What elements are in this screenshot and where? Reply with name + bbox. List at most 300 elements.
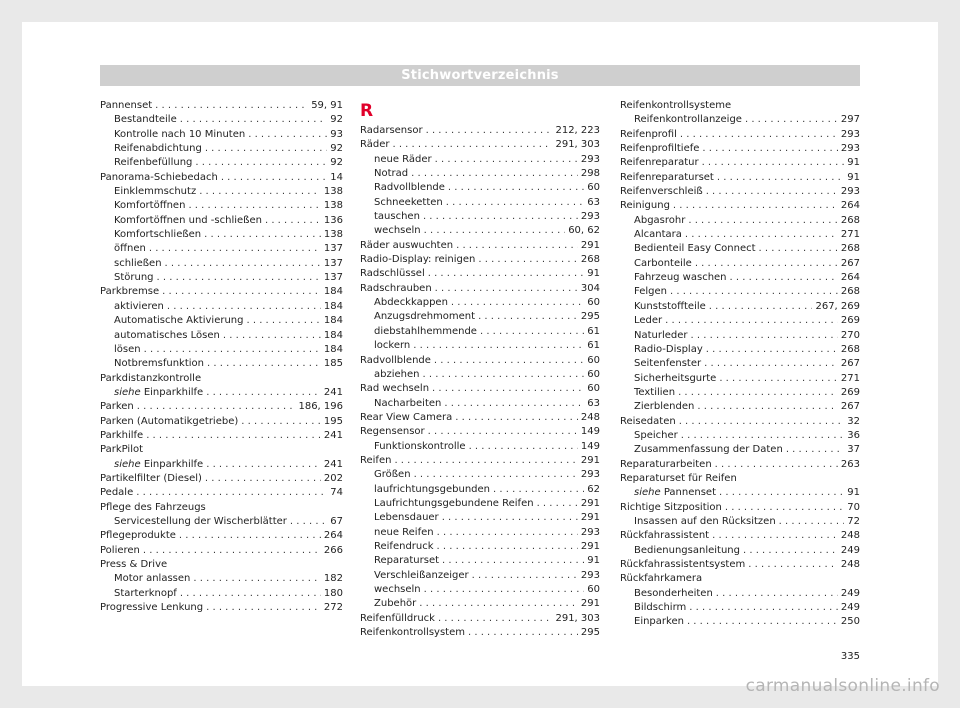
page-reference: 249 — [840, 602, 860, 614]
dot-leader — [162, 285, 321, 299]
index-entry — [620, 357, 860, 371]
index-entry — [620, 214, 860, 228]
index-entry — [360, 253, 600, 267]
index-entry — [620, 529, 860, 543]
page-reference: 295 — [580, 627, 600, 639]
index-term: Reifenverschleiß — [620, 186, 703, 198]
index-entry — [620, 199, 860, 213]
index-term: Einparken — [634, 616, 684, 628]
index-entry — [620, 314, 860, 328]
index-entry — [100, 271, 343, 285]
index-entry — [100, 558, 343, 572]
index-entry — [100, 472, 343, 486]
index-entry — [360, 526, 600, 540]
dot-leader — [715, 458, 838, 472]
index-term: Parken (Automatikgetriebe) — [100, 415, 239, 427]
index-term: Reisedaten — [620, 415, 676, 427]
page-reference: 293 — [580, 211, 600, 223]
index-term: Bestandteile — [114, 114, 177, 126]
dot-leader — [241, 415, 321, 429]
index-entry — [360, 569, 600, 583]
page-reference: 267, 269 — [815, 300, 860, 312]
dot-leader — [480, 325, 584, 339]
index-entry — [100, 171, 343, 185]
page-reference: 248 — [840, 530, 860, 542]
dot-leader — [180, 113, 328, 127]
page-reference: 241 — [323, 386, 343, 398]
index-entry — [100, 214, 343, 228]
index-entry — [360, 368, 600, 382]
index-entry — [620, 113, 860, 127]
index-term: Leder — [634, 315, 663, 327]
index-term: Motor anlassen — [114, 573, 191, 585]
dot-leader — [422, 368, 584, 382]
index-term: Anzugsdrehmoment — [374, 311, 476, 323]
page-reference: 92 — [330, 114, 343, 126]
page-reference: 60 — [587, 182, 600, 194]
index-entry — [100, 415, 343, 429]
index-term: Radio-Display — [634, 343, 703, 355]
dot-leader — [678, 386, 838, 400]
index-entry — [100, 156, 343, 170]
dot-leader — [472, 569, 578, 583]
dot-leader — [193, 572, 321, 586]
dot-leader — [670, 285, 838, 299]
dot-leader — [205, 142, 327, 156]
dot-leader — [478, 310, 578, 324]
page-reference: 67 — [330, 515, 343, 527]
dot-leader — [167, 300, 321, 314]
index-entry — [360, 382, 600, 396]
dot-leader — [444, 397, 584, 411]
index-entry — [360, 626, 600, 640]
page-reference: 184 — [323, 300, 343, 312]
index-entry — [100, 329, 343, 343]
index-entry — [620, 458, 860, 472]
page-reference: 269 — [840, 315, 860, 327]
dot-leader — [448, 181, 584, 195]
page-reference: 185 — [323, 358, 343, 370]
index-entry — [360, 612, 600, 626]
index-entry — [100, 242, 343, 256]
index-entry — [360, 282, 600, 296]
index-term: ParkPilot — [100, 444, 144, 456]
index-term: Bedienteil Easy Connect — [634, 243, 756, 255]
page-reference: 241 — [323, 429, 343, 441]
index-entry — [620, 257, 860, 271]
dot-leader — [730, 271, 838, 285]
index-term: Press & Drive — [100, 559, 168, 570]
index-term: Servicestellung der Wischerblätter — [114, 515, 287, 527]
index-term: Sicherheitsgurte — [634, 372, 717, 384]
page-reference: 60 — [587, 368, 600, 380]
index-term: Notrad — [374, 168, 409, 180]
page-reference: 91 — [847, 171, 860, 183]
index-entry — [620, 486, 860, 500]
index-term: Reifenprofiltiefe — [620, 143, 700, 155]
index-term: Abdeckkappen — [374, 297, 448, 309]
index-entry — [620, 228, 860, 242]
see-reference: siehe — [114, 458, 141, 470]
page-reference: 264 — [840, 272, 860, 284]
section-title: Stichwortverzeichnis — [401, 68, 559, 83]
see-reference: siehe — [634, 487, 661, 499]
dot-leader — [706, 343, 838, 357]
page-reference: 72 — [847, 515, 860, 527]
index-term: Radvollblende — [360, 354, 431, 366]
dot-leader — [437, 526, 578, 540]
index-entry — [620, 515, 860, 529]
page-reference: 291 — [580, 454, 600, 466]
index-entry — [620, 128, 860, 142]
index-entry — [360, 411, 600, 425]
index-term: Textilien — [634, 386, 676, 398]
dot-leader — [451, 296, 584, 310]
index-term: Schneeketten — [374, 196, 443, 208]
page-reference: 91 — [587, 555, 600, 567]
page-reference: 297 — [840, 114, 860, 126]
index-entry — [620, 429, 860, 443]
index-term: Alcantara — [634, 229, 682, 241]
dot-leader — [144, 343, 321, 357]
index-entry — [360, 153, 600, 167]
dot-leader — [149, 242, 321, 256]
index-entry — [620, 415, 860, 429]
index-term: Rückfahrassistent — [620, 530, 710, 542]
dot-leader — [157, 271, 321, 285]
index-term: Rückfahrassistentsystem — [620, 559, 746, 570]
dot-leader — [689, 601, 838, 615]
page-reference: 291, 303 — [555, 612, 600, 624]
index-term: automatisches Lösen — [114, 329, 220, 341]
index-entry — [360, 583, 600, 597]
dot-leader — [221, 171, 327, 185]
index-term: Komfortschließen — [114, 229, 202, 241]
page-reference: 32 — [847, 415, 860, 427]
index-entry — [100, 486, 343, 500]
dot-leader — [155, 99, 308, 113]
dot-leader — [456, 239, 578, 253]
index-term: Parkhilfe — [100, 429, 144, 441]
index-term: Zusammenfassung der Daten — [634, 444, 783, 456]
page-reference: 267 — [840, 257, 860, 269]
index-entry — [620, 99, 860, 113]
index-entry — [100, 343, 343, 357]
page-reference: 93 — [330, 128, 343, 140]
dot-leader — [779, 515, 845, 529]
index-entry — [620, 386, 860, 400]
index-term: Starterknopf — [114, 587, 177, 599]
dot-leader — [195, 156, 327, 170]
dot-leader — [432, 382, 584, 396]
page-reference: 74 — [330, 487, 343, 499]
index-entry — [620, 615, 860, 629]
index-term: Panorama-Schiebedach — [100, 171, 218, 183]
dot-leader — [223, 329, 321, 343]
index-term: Größen — [374, 469, 411, 481]
index-entry — [100, 572, 343, 586]
index-term: Nacharbeiten — [374, 397, 442, 409]
dot-leader — [394, 454, 577, 468]
dot-leader — [414, 468, 578, 482]
page-reference: 37 — [847, 444, 860, 456]
index-term: Reifenbefüllung — [114, 157, 193, 169]
index-entry — [620, 443, 860, 457]
index-entry — [360, 224, 600, 238]
dot-leader — [685, 228, 838, 242]
dot-leader — [180, 587, 321, 601]
page-reference: 249 — [840, 544, 860, 556]
index-entry — [360, 339, 600, 353]
page-reference: 137 — [323, 243, 343, 255]
dot-leader — [392, 138, 552, 152]
index-term: Kunststoffteile — [634, 300, 706, 312]
index-term: Regensensor — [360, 426, 425, 438]
index-entry — [360, 511, 600, 525]
dot-leader — [424, 224, 566, 238]
dot-leader — [442, 554, 584, 568]
page-reference: 149 — [580, 426, 600, 438]
dot-leader — [207, 357, 321, 371]
page-reference: 184 — [323, 343, 343, 355]
page-reference: 202 — [323, 472, 343, 484]
index-entry — [360, 468, 600, 482]
page-reference: 291 — [580, 598, 600, 610]
page-reference: 293 — [580, 569, 600, 581]
index-entry — [100, 515, 343, 529]
index-term: Reifenfülldruck — [360, 612, 435, 624]
index-term: Pflegeprodukte — [100, 530, 176, 542]
index-term: Pflege des Fahrzeugs — [100, 501, 206, 513]
page-reference: 248 — [840, 559, 860, 570]
page-reference: 264 — [323, 530, 343, 542]
index-entry — [620, 601, 860, 615]
index-term: Zubehör — [374, 598, 417, 610]
dot-leader — [759, 242, 838, 256]
page-reference: 268 — [580, 254, 600, 266]
index-term: Räder — [360, 139, 390, 151]
dot-leader — [716, 587, 838, 601]
index-term: Zierblenden — [634, 401, 695, 413]
index-term: siehe Einparkhilfe — [114, 458, 204, 470]
index-entry — [360, 397, 600, 411]
index-entry — [620, 171, 860, 185]
page-reference: 137 — [323, 272, 343, 284]
index-term: Komfortöffnen und -schließen — [114, 214, 262, 226]
page-reference: 184 — [323, 329, 343, 341]
page-reference: 268 — [840, 214, 860, 226]
index-term: Radio-Display: reinigen — [360, 254, 476, 266]
index-term: lockern — [374, 340, 411, 352]
index-term: Rear View Camera — [360, 411, 453, 423]
index-term: siehe Pannenset — [634, 487, 716, 499]
index-entry — [360, 540, 600, 554]
page-reference: 59, 91 — [311, 100, 343, 111]
dot-leader — [419, 597, 578, 611]
index-term: Lebensdauer — [374, 512, 439, 524]
index-term: Reparaturset — [374, 555, 440, 567]
index-term: Felgen — [634, 286, 667, 298]
dot-leader — [290, 515, 327, 529]
index-term: Richtige Sitzposition — [620, 501, 722, 513]
index-term: Polieren — [100, 544, 140, 556]
index-term: Reifenkontrollsysteme — [620, 100, 732, 111]
index-term: Carbonteile — [634, 257, 692, 269]
index-entry — [360, 497, 600, 511]
index-term: Progressive Lenkung — [100, 602, 204, 614]
dot-leader — [206, 386, 321, 400]
index-entry — [100, 199, 343, 213]
page-reference: 91 — [587, 268, 600, 280]
index-entry — [100, 99, 343, 113]
dot-leader — [435, 153, 578, 167]
dot-leader — [717, 171, 844, 185]
page-reference: 266 — [323, 544, 343, 556]
index-term: neue Reifen — [374, 526, 434, 538]
dot-leader — [146, 429, 321, 443]
index-entry — [360, 196, 600, 210]
index-entry — [360, 483, 600, 497]
dot-leader — [680, 128, 838, 142]
dot-leader — [204, 228, 321, 242]
index-entry — [100, 113, 343, 127]
index-column-3 — [620, 99, 860, 630]
page-reference: 269 — [840, 386, 860, 398]
letter-heading: R — [360, 101, 374, 121]
dot-leader — [246, 314, 320, 328]
index-term: wechseln — [374, 584, 421, 595]
index-entry — [100, 357, 343, 371]
page-number: 335 — [840, 651, 860, 662]
page-reference: 70 — [847, 501, 860, 513]
dot-leader — [455, 411, 578, 425]
dot-leader — [143, 544, 321, 558]
page-reference: 293 — [580, 469, 600, 481]
dot-leader — [679, 415, 845, 429]
dot-leader — [725, 501, 844, 515]
index-term: Reparaturset für Reifen — [620, 472, 737, 484]
page-reference: 268 — [840, 343, 860, 355]
dot-leader — [704, 357, 838, 371]
page-reference: 180 — [323, 587, 343, 599]
page-reference: 61 — [587, 325, 600, 337]
dot-leader — [665, 314, 838, 328]
dot-leader — [442, 511, 578, 525]
watermark: carmanualsonline.info — [745, 676, 940, 696]
page-reference: 293 — [840, 186, 860, 198]
index-term: Speicher — [634, 429, 678, 441]
dot-leader — [537, 497, 578, 511]
page-reference: 291 — [580, 540, 600, 552]
index-entry — [620, 572, 860, 586]
dot-leader — [468, 626, 578, 640]
index-term: abziehen — [374, 368, 420, 380]
index-term: Reifenreparaturset — [620, 171, 714, 183]
index-term: Reinigung — [620, 200, 670, 212]
index-entry — [620, 544, 860, 558]
dot-leader — [712, 529, 838, 543]
index-term: Besonderheiten — [634, 587, 713, 599]
dot-leader — [702, 156, 845, 170]
dot-leader — [435, 282, 578, 296]
index-term: Automatische Aktivierung — [114, 315, 244, 327]
index-term: öffnen — [114, 243, 146, 255]
index-column-1 — [100, 99, 343, 615]
page-reference: 293 — [840, 143, 860, 155]
page-reference: 304 — [580, 282, 600, 294]
dot-leader — [743, 544, 838, 558]
dot-leader — [697, 400, 838, 414]
index-term: Parken — [100, 401, 134, 413]
dot-leader — [265, 214, 321, 228]
index-term: Bedienungsanleitung — [634, 544, 740, 556]
index-entry — [100, 185, 343, 199]
index-term: Bildschirm — [634, 602, 687, 614]
page-reference: 92 — [330, 143, 343, 155]
index-entry — [360, 267, 600, 281]
page-reference: 267 — [840, 401, 860, 413]
index-entry — [360, 425, 600, 439]
dot-leader — [469, 440, 578, 454]
dot-leader — [423, 210, 578, 224]
index-term: Reifenabdichtung — [114, 143, 202, 155]
index-entry — [620, 372, 860, 386]
index-entry — [100, 458, 343, 472]
dot-leader — [446, 196, 585, 210]
index-entry — [100, 257, 343, 271]
index-term: Parkbremse — [100, 286, 160, 298]
page-reference: 295 — [580, 311, 600, 323]
index-term: Insassen auf den Rücksitzen — [634, 515, 776, 527]
index-entry — [360, 181, 600, 195]
page-reference: 271 — [840, 229, 860, 241]
section-header — [100, 65, 860, 86]
dot-leader — [745, 113, 838, 127]
index-entry — [620, 501, 860, 515]
page-reference: 182 — [323, 573, 343, 585]
index-term: siehe Einparkhilfe — [114, 386, 204, 398]
index-entry — [360, 239, 600, 253]
dot-leader — [478, 253, 578, 267]
dot-leader — [248, 128, 327, 142]
index-term: Seitenfenster — [634, 358, 702, 370]
page-reference: 184 — [323, 315, 343, 327]
page-reference: 291 — [580, 239, 600, 251]
index-term: Kontrolle nach 10 Minuten — [114, 128, 246, 140]
index-term: lösen — [114, 343, 141, 355]
page-reference: 212, 223 — [555, 125, 600, 136]
index-entry — [620, 185, 860, 199]
dot-leader — [786, 443, 844, 457]
dot-leader — [205, 472, 321, 486]
index-term: Verschleißanzeiger — [374, 569, 469, 581]
index-entry — [100, 142, 343, 156]
index-entry — [620, 400, 860, 414]
index-entry — [620, 472, 860, 486]
dot-leader — [428, 425, 578, 439]
page-reference: 63 — [587, 196, 600, 208]
page-reference: 263 — [840, 458, 860, 470]
page-reference: 138 — [323, 229, 343, 241]
index-entry — [620, 300, 860, 314]
page-reference: 250 — [840, 616, 860, 628]
index-entry — [360, 440, 600, 454]
page-reference: 293 — [840, 128, 860, 140]
page-reference: 91 — [847, 157, 860, 169]
index-column-2 — [360, 99, 600, 640]
index-entry — [360, 310, 600, 324]
index-entry — [360, 210, 600, 224]
